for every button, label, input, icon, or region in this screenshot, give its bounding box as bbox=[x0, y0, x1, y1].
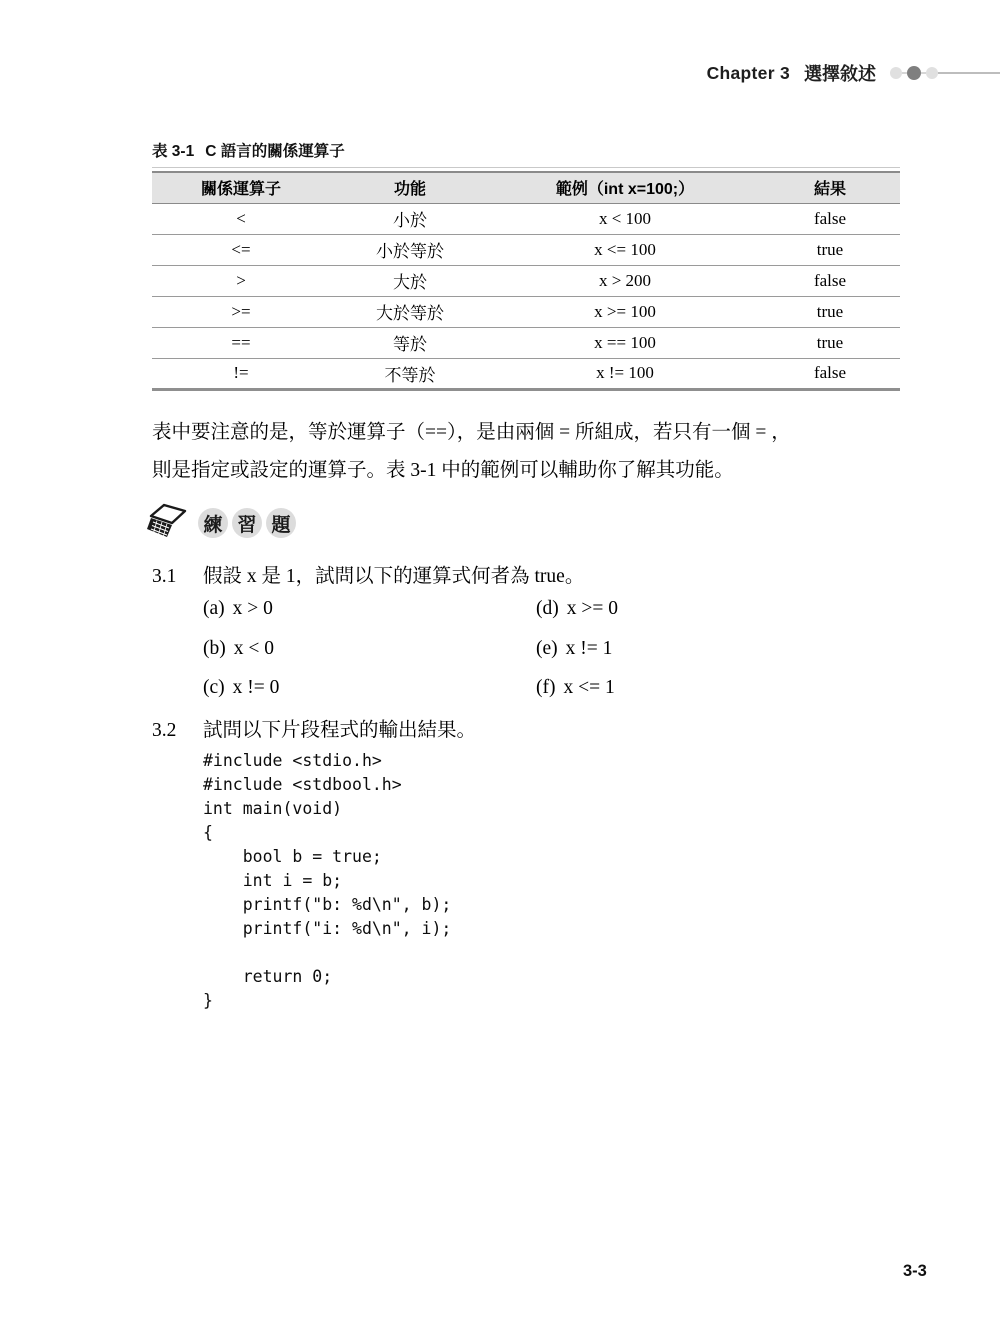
cell-function: 不等於 bbox=[330, 358, 490, 389]
laptop-icon bbox=[147, 503, 194, 543]
code-listing bbox=[203, 749, 451, 1013]
chapter-dots-decoration bbox=[890, 66, 1000, 80]
code-line: printf("b: %d\n", b); bbox=[203, 895, 452, 914]
dot-icon bbox=[907, 66, 921, 80]
cell-example: x != 100 bbox=[490, 358, 760, 389]
cell-operator: > bbox=[152, 265, 330, 296]
cell-example: x < 100 bbox=[490, 203, 760, 234]
cell-operator: != bbox=[152, 358, 330, 389]
table-row bbox=[152, 265, 900, 296]
option-expression: x != 1 bbox=[565, 637, 613, 659]
chapter-header bbox=[0, 58, 1000, 88]
option-expression: x > 0 bbox=[232, 598, 273, 619]
chapter-title: 選擇敘述 bbox=[804, 64, 876, 84]
heading-char-circle: 習 bbox=[232, 508, 262, 538]
exercise-text: 試問以下片段程式的輸出結果。 bbox=[203, 720, 477, 741]
option-c bbox=[203, 677, 536, 717]
column-header-example: 範例（int x=100;） bbox=[490, 172, 760, 203]
heading-char-circle: 題 bbox=[266, 508, 296, 538]
table-caption-label: 表 3-1 bbox=[152, 143, 195, 160]
code-line: { bbox=[203, 823, 213, 842]
code-line: } bbox=[203, 991, 213, 1010]
dot-icon bbox=[890, 67, 902, 79]
cell-result: true bbox=[760, 327, 900, 358]
page-number: 3-3 bbox=[903, 1262, 927, 1280]
exercise-options bbox=[203, 598, 618, 717]
cell-operator: == bbox=[152, 327, 330, 358]
exercises-heading bbox=[147, 503, 296, 543]
option-label: (a) bbox=[203, 598, 225, 619]
cell-operator: >= bbox=[152, 296, 330, 327]
paragraph-line: 表中要注意的是，等於運算子（==），是由兩個 = 所組成，若只有一個 = ， bbox=[152, 422, 791, 443]
option-d bbox=[536, 598, 618, 638]
option-e bbox=[536, 638, 618, 678]
code-line: #include <stdio.h> bbox=[203, 751, 382, 770]
table-row bbox=[152, 296, 900, 327]
cell-operator: <= bbox=[152, 234, 330, 265]
cell-example: x > 200 bbox=[490, 265, 760, 296]
table-header-row bbox=[152, 172, 900, 203]
option-label: (d) bbox=[536, 598, 559, 619]
cell-result: false bbox=[760, 265, 900, 296]
option-label: (e) bbox=[536, 637, 558, 659]
body-paragraph bbox=[152, 414, 904, 490]
cell-example: x <= 100 bbox=[490, 234, 760, 265]
rule-line bbox=[938, 72, 1000, 74]
option-label: (c) bbox=[203, 677, 225, 698]
code-line: printf("i: %d\n", i); bbox=[203, 919, 452, 938]
option-b bbox=[203, 638, 536, 678]
cell-result: true bbox=[760, 296, 900, 327]
cell-result: true bbox=[760, 234, 900, 265]
option-expression: x < 0 bbox=[233, 637, 274, 659]
code-line: #include <stdbool.h> bbox=[203, 775, 402, 794]
code-line: return 0; bbox=[203, 967, 333, 986]
cell-function: 小於等於 bbox=[330, 234, 490, 265]
cell-example: x >= 100 bbox=[490, 296, 760, 327]
table-caption-title: C 語言的關係運算子 bbox=[205, 143, 345, 160]
code-line: int main(void) bbox=[203, 799, 343, 818]
column-header-operator: 關係運算子 bbox=[152, 172, 330, 203]
column-header-result: 結果 bbox=[760, 172, 900, 203]
option-label: (b) bbox=[203, 637, 226, 659]
code-line bbox=[203, 941, 451, 965]
code-line: int i = b; bbox=[203, 871, 343, 890]
cell-function: 大於等於 bbox=[330, 296, 490, 327]
exercise-number: 3.1 bbox=[152, 566, 177, 587]
exercise-text: 假設 x 是 1，試問以下的運算式何者為 true。 bbox=[203, 566, 585, 587]
option-f bbox=[536, 677, 618, 717]
cell-operator: < bbox=[152, 203, 330, 234]
code-line: bool b = true; bbox=[203, 847, 382, 866]
option-a bbox=[203, 598, 536, 638]
table-caption bbox=[152, 139, 345, 161]
paragraph-line: 則是指定或設定的運算子。表 3-1 中的範例可以輔助你了解其功能。 bbox=[152, 460, 734, 481]
table-top-hairline bbox=[152, 167, 900, 168]
exercise-item-3-2 bbox=[152, 714, 476, 742]
cell-function: 小於 bbox=[330, 203, 490, 234]
exercise-number: 3.2 bbox=[152, 720, 177, 741]
cell-result: false bbox=[760, 203, 900, 234]
table-row bbox=[152, 358, 900, 389]
table-row bbox=[152, 203, 900, 234]
exercise-item-3-1 bbox=[152, 560, 584, 588]
option-expression: x <= 1 bbox=[563, 677, 615, 698]
cell-function: 等於 bbox=[330, 327, 490, 358]
relational-operators-table bbox=[152, 171, 900, 391]
dot-icon bbox=[926, 67, 938, 79]
cell-result: false bbox=[760, 358, 900, 389]
table-row bbox=[152, 327, 900, 358]
column-header-function: 功能 bbox=[330, 172, 490, 203]
heading-char-circle: 練 bbox=[198, 508, 228, 538]
option-label: (f) bbox=[536, 677, 556, 698]
cell-function: 大於 bbox=[330, 265, 490, 296]
table-row bbox=[152, 234, 900, 265]
option-expression: x >= 0 bbox=[566, 598, 618, 619]
chapter-label: Chapter 3 bbox=[706, 62, 790, 83]
option-expression: x != 0 bbox=[232, 677, 280, 698]
cell-example: x == 100 bbox=[490, 327, 760, 358]
